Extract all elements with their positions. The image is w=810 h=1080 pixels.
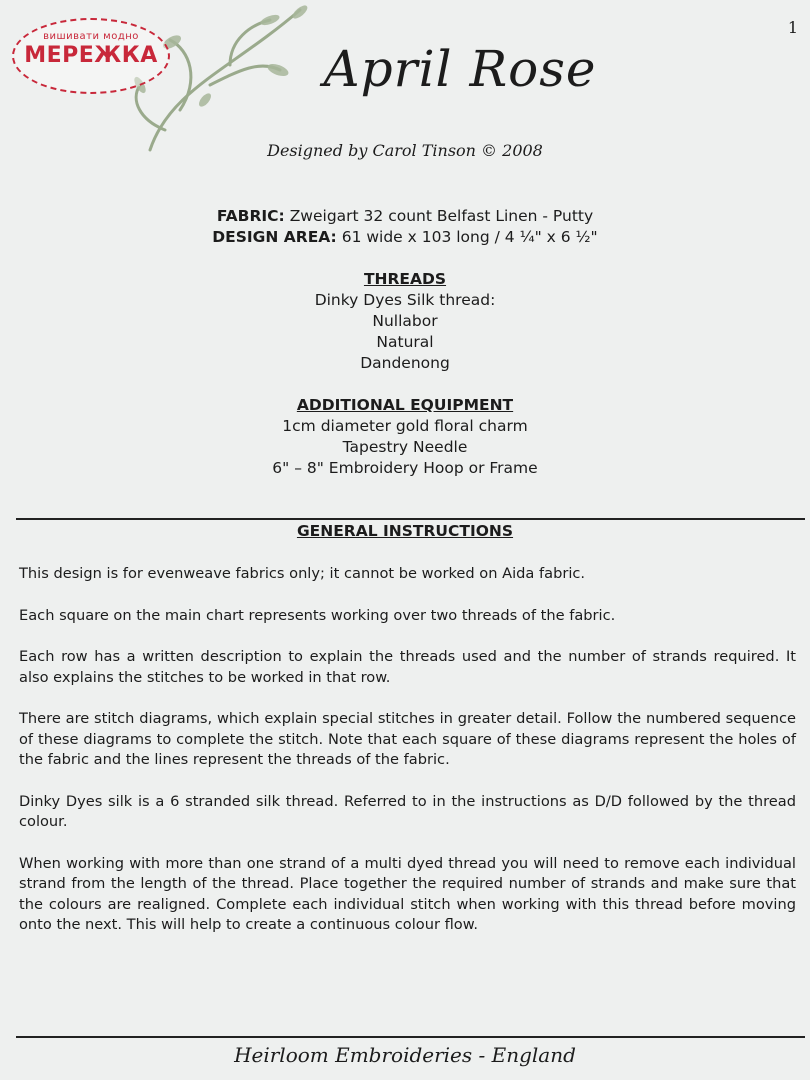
threads-block xyxy=(0,269,810,374)
fabric-label: FABRIC: xyxy=(216,207,285,225)
footer-text: Heirloom Embroideries - England xyxy=(234,1043,576,1067)
threads-heading: THREADS xyxy=(363,270,447,288)
page-title: April Rose xyxy=(323,40,597,98)
equipment-item: 1cm diameter gold floral charm xyxy=(282,417,528,435)
bottom-divider xyxy=(16,1036,805,1038)
instruction-paragraph: Dinky Dyes silk is a 6 stranded silk thread. Referred to in the instructions as D/D followed by the thread colour. xyxy=(19,792,796,830)
instruction-paragraph: Each row has a written description to explain the threads used and the number of strands required. It also explains the stitches to be worked in that row. xyxy=(19,648,796,686)
thread-item: Dandenong xyxy=(360,354,450,372)
top-divider xyxy=(16,518,805,520)
instruction-paragraph: There are stitch diagrams, which explain special stitches in greater detail. Follow the numbered sequence of these diagrams to complete the stitch. Note that each square of these diagrams represent the holes of the fabric and the lines represent the threads of the fabric. xyxy=(19,710,796,768)
instruction-paragraph: When working with more than one strand of a multi dyed thread you will need to remove each individual strand from the length of the thread. Place together the required number of strands and make sure that the colours are realigned. Complete each individual stitch when working with this thread before moving onto the next. This will help to create a continuous colour flow. xyxy=(19,854,796,933)
instruction-paragraph: This design is for evenweave fabrics only; it cannot be worked on Aida fabric. xyxy=(19,565,586,582)
design-area-line xyxy=(0,227,810,248)
equipment-item: 6" – 8" Embroidery Hoop or Frame xyxy=(272,459,538,477)
instruction-paragraph: Each square on the main chart represents working over two threads of the fabric. xyxy=(19,606,616,624)
fabric-block xyxy=(0,206,810,248)
stamp-tagline: вишивати модно xyxy=(43,31,139,42)
thread-item: Nullabor xyxy=(372,312,438,330)
fabric-value: Zweigart 32 count Belfast Linen - Putty xyxy=(289,207,594,225)
thread-item: Dinky Dyes Silk thread: xyxy=(314,291,496,309)
design-area-label: DESIGN AREA: xyxy=(212,228,337,246)
design-area-value: 61 wide x 103 long / 4 ¼" x 6 ½" xyxy=(341,228,598,246)
thread-item: Natural xyxy=(376,333,434,351)
stamp-brand: МЕРЕЖКА xyxy=(24,43,158,68)
equipment-block xyxy=(0,395,810,479)
equipment-item: Tapestry Needle xyxy=(342,438,468,456)
page-number: 1 xyxy=(787,18,798,37)
fabric-line xyxy=(0,206,810,227)
general-instructions-heading: GENERAL INSTRUCTIONS xyxy=(296,522,514,540)
equipment-heading: ADDITIONAL EQUIPMENT xyxy=(296,396,514,414)
shop-stamp xyxy=(12,18,170,94)
instructions-body xyxy=(19,564,796,957)
designer-credit: Designed by Carol Tinson © 2008 xyxy=(267,141,543,160)
